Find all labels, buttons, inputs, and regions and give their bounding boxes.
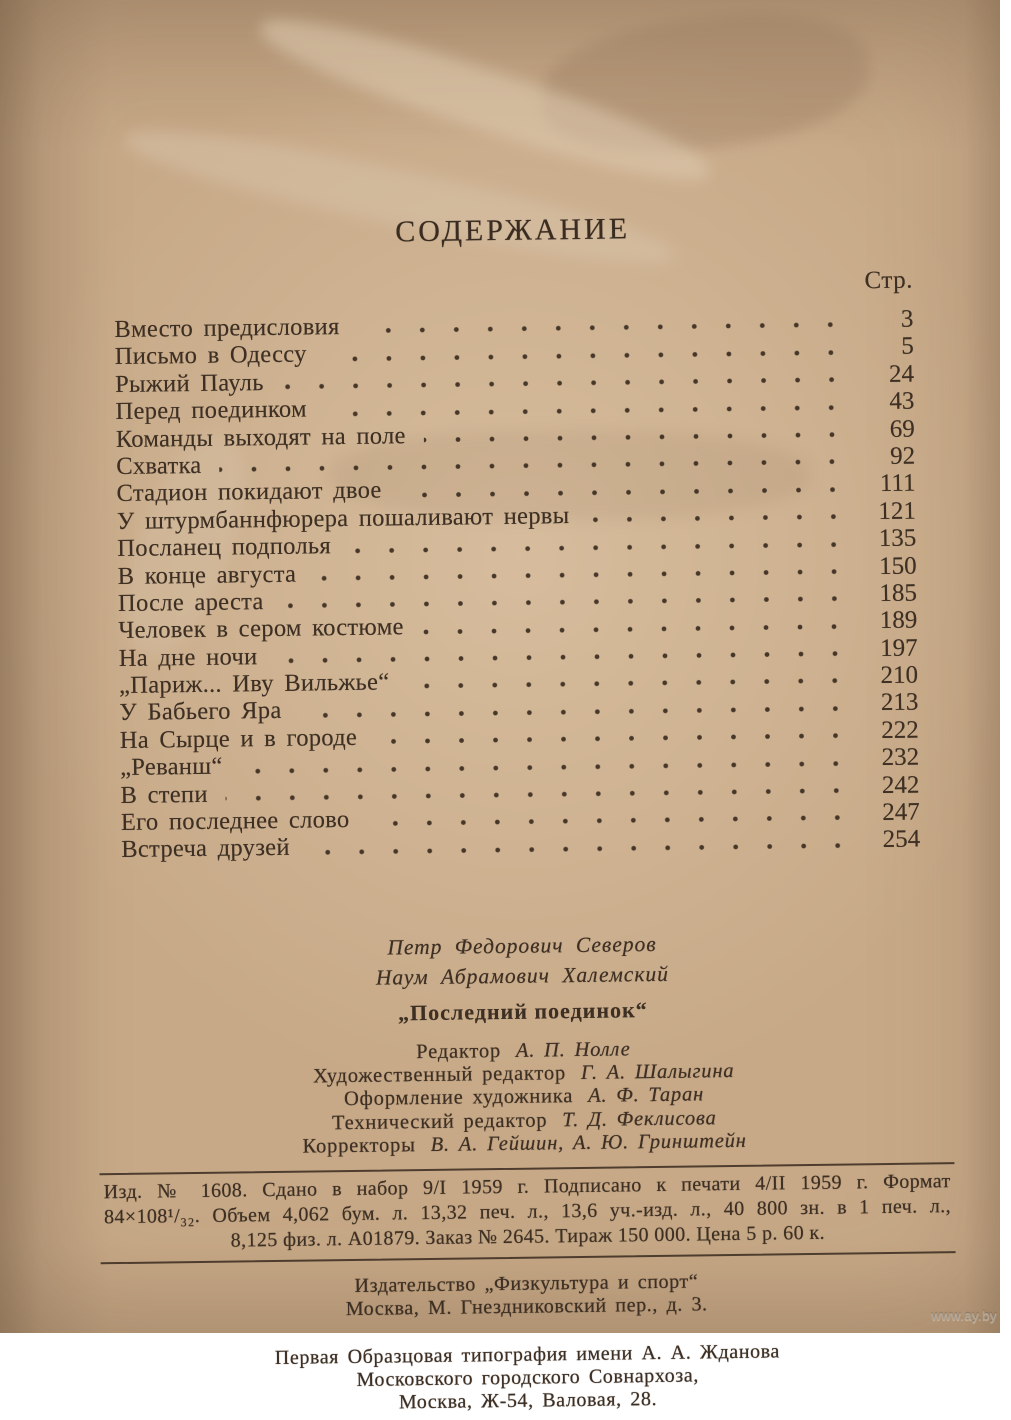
toc-entry-title: В конце августа — [117, 560, 297, 590]
toc-entry-page: 150 — [878, 552, 917, 580]
author-name: Петр Федорович Северов — [387, 931, 657, 960]
toc-dot-leader — [358, 322, 848, 334]
toc-entry-page: 210 — [880, 661, 919, 690]
toc-entry-title: Встреча друзей — [121, 834, 290, 864]
staff-role: Редактор — [416, 1039, 502, 1063]
toc-dot-leader — [400, 486, 850, 498]
toc-entry-page: 254 — [882, 825, 921, 854]
authors-block — [122, 925, 922, 995]
toc-dot-leader — [325, 349, 848, 362]
toc-dot-leader — [282, 377, 848, 390]
toc-entry-page: 69 — [889, 415, 915, 443]
toc-entry-page: 232 — [881, 743, 920, 772]
page-title: СОДЕРЖАНИЕ — [395, 212, 631, 249]
toc-dot-leader — [275, 650, 851, 664]
toc-dot-leader — [300, 705, 853, 718]
toc-entry-page: 121 — [878, 497, 917, 525]
toc-entry-title: В степи — [120, 780, 208, 809]
toc-dot-leader — [220, 459, 850, 473]
toc-entry-title: У Бабьего Яра — [119, 697, 282, 727]
toc-entry-title: Посланец подполья — [117, 532, 332, 563]
toc-entry-page: 247 — [882, 798, 920, 827]
toc-entry-title: Его последнее слово — [120, 806, 350, 837]
page-column-header: Стр. — [864, 266, 914, 295]
staff-person: В. А. Гейшин, А. Ю. Гринштейн — [430, 1129, 747, 1156]
toc-dot-leader — [226, 787, 854, 801]
imprint-line: 8,125 физ. л. А01879. Заказ № 2645. Тираж 150 000. Цена 5 р. 60 к. — [230, 1222, 826, 1252]
book-title: „Последний поединок“ — [397, 996, 648, 1026]
toc-dot-leader — [282, 596, 851, 609]
staff-role: Художественный редактор — [312, 1062, 567, 1088]
staff-person: Т. Д. Феклисова — [562, 1106, 717, 1131]
staff-block — [124, 1034, 924, 1161]
staff-role: Оформление художника — [343, 1085, 574, 1111]
toc-entry-page: 5 — [901, 332, 914, 361]
toc-entry-title: Перед поединком — [115, 395, 307, 426]
publisher-block — [127, 1268, 927, 1324]
toc-dot-leader — [587, 514, 850, 523]
toc-entry-title: Команды выходят на поле — [115, 421, 406, 453]
toc-entry-title: На Сырце и в городе — [119, 723, 358, 754]
staff-person: А. Ф. Таран — [587, 1083, 705, 1108]
toc-entry-page: 3 — [900, 305, 914, 333]
toc-entry-page: 242 — [881, 771, 920, 799]
toc-dot-leader — [308, 842, 854, 855]
toc-dot-leader — [367, 815, 853, 827]
toc-entry-page: 111 — [879, 469, 916, 498]
toc-entry-title: У штурмбаннфюрера пошаливают нервы — [116, 501, 570, 535]
toc-dot-leader — [422, 623, 852, 635]
toc-dot-leader — [375, 733, 853, 745]
toc-entry-page: 197 — [879, 634, 918, 662]
toc-entry-title: На дне ночи — [118, 642, 258, 672]
toc-entry-title: Стадион покидают двое — [116, 476, 382, 508]
imprint-line: Изд. № 1608. Сдано в набор 9/I 1959 г. Подписано к печати 4/II 1959 г. Формат — [103, 1170, 951, 1204]
toc-entry-title: Рыжий Пауль — [114, 368, 264, 398]
imprint-line: 84×108¹/₃₂. Объем 4,062 бум. л. 13,32 печ. л., 13,6 уч.-изд. л., 40 800 зн. в 1 печ. л., — [103, 1195, 952, 1229]
publisher-line: Москва, М. Гнездниковский пер., д. 3. — [345, 1293, 708, 1321]
toc-entry-title: „Париж... Иву Вильжье“ — [118, 668, 390, 700]
toc-entry-title: После ареста — [117, 588, 264, 617]
staff-role: Корректоры — [302, 1134, 416, 1158]
printer-line: Московского городского Совнархоза, — [356, 1364, 699, 1392]
toc-entry-page: 189 — [879, 606, 918, 635]
toc-dot-leader — [424, 431, 849, 443]
watermark: www.ay.by — [931, 1308, 997, 1323]
printer-line: Первая Образцовая типография имени А. А. Жданова — [274, 1340, 781, 1370]
staff-person: Г. А. Шалыгина — [580, 1060, 735, 1085]
printer-block — [128, 1339, 928, 1418]
toc-entry-title: Письмо в Одессу — [114, 340, 307, 371]
toc-dot-leader — [349, 541, 850, 554]
toc-entry-page: 92 — [889, 442, 916, 470]
toc-entry-page: 213 — [880, 689, 919, 717]
toc-entry-title: Вместо предисловия — [114, 313, 340, 344]
printer-line: Москва, Ж-54, Валовая, 28. — [398, 1388, 658, 1414]
imprint-block — [99, 1162, 955, 1264]
toc-entry-title: Схватка — [116, 451, 202, 480]
toc-entry-title: „Реванш“ — [119, 752, 223, 782]
publisher-line: Издательство „Физкультура и спорт“ — [354, 1270, 699, 1298]
toc-list — [114, 306, 920, 864]
toc-entry-page: 135 — [878, 524, 917, 553]
staff-person: А. П. Нолле — [515, 1038, 631, 1062]
author-name: Наум Абрамович Халемский — [375, 961, 670, 990]
toc-dot-leader — [325, 404, 849, 417]
toc-dot-leader — [314, 568, 850, 581]
staff-role: Технический редактор — [331, 1109, 548, 1134]
toc-entry-page: 43 — [889, 387, 915, 416]
toc-dot-leader — [407, 678, 852, 690]
toc-dot-leader — [241, 760, 854, 774]
toc-entry-page: 24 — [888, 360, 915, 388]
toc-entry-title: Человек в сером костюме — [118, 613, 404, 645]
toc-entry-page: 185 — [879, 579, 918, 607]
toc-entry-page: 222 — [881, 716, 919, 744]
